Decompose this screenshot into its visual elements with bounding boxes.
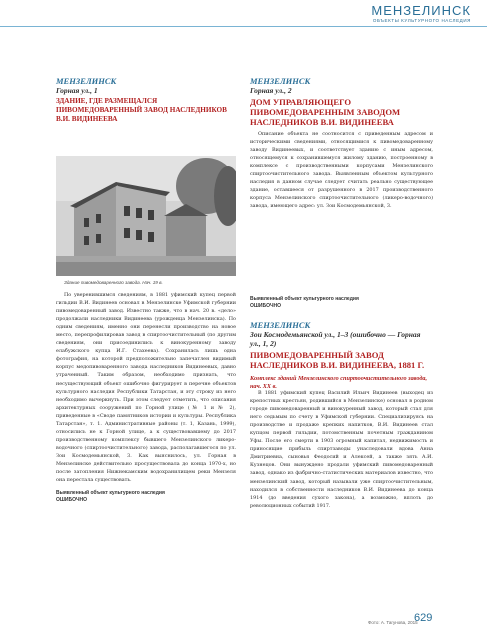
right-bottom-subtitle: Комплекс зданий Мензелинского спиртоочистительного завода, нач. XX в.	[250, 375, 428, 390]
right-top-status-note: Выявленный объект культурного наследия ОШИБОЧНО	[250, 296, 359, 309]
factory-photo-image	[56, 156, 236, 276]
photo-credit: Фото: А. Тагунова, 2015	[368, 620, 418, 625]
left-body	[56, 291, 236, 504]
left-address: Горная ул., 1	[56, 86, 98, 95]
right-bottom-body	[250, 389, 433, 510]
right-bottom-address: Зои Космодемьянской ул., 1–3 (ошибочно — Горная ул., 1, 2)	[250, 330, 421, 348]
running-header-subtitle: ОБЪЕКТЫ КУЛЬТУРНОГО НАСЛЕДИЯ	[372, 18, 471, 23]
right-top-body	[250, 130, 433, 210]
right-bottom-title: ПИВОМЕДОВАРЕННЫЙ ЗАВОД НАСЛЕДНИКОВ В.И. ВИДИНЕЕВА, 1881 Г.	[250, 350, 425, 370]
right-top-title: ДОМ УПРАВЛЯЮЩЕГО ПИВОМЕДОВАРЕННЫМ ЗАВОДОМ НАСЛЕДНИКОВ В.И. ВИДИНЕЕВА	[250, 97, 401, 127]
right-bottom-body-text: В 1881 уфимский купец Василий Ильич Видинеев (выходец из крепостных крестьян, родившийся в Мензелинске) основал в родном городе пивомедоваренный и винокуренный завод, который стал для него седьмым по счету в Уфимской губернии. Специализируясь на производстве и продаже крепких напитков, В.И. Видинеев стал купцом первой гильдии, потомственным почетным гражданином Уфы. После его смерти в 1903 огромный капитал, недвижимость и приносящие прибыль спиртзаводы унаследовали вдова Анна Дмитриевна, сыновья Феодосий и Алексей, а также зять А.И. Кузнецов. Они вынуждено продали уфимский пивомедоваренный завод, однако из фабрично-статистических материалов известно, что мензелинский завод, который называли уже спиртоочистительным, находился в собственности наследников В.И. Видинеева до конца 1914 (до введения сухого закона), а возможно, вплоть до революционных событий 1917.	[250, 390, 433, 509]
left-location: МЕНЗЕЛИНСК	[56, 76, 117, 86]
page-number: 629	[414, 612, 433, 624]
header-rule	[0, 26, 487, 27]
right-top-entry-heading	[250, 76, 433, 127]
left-body-text: По уверенившимся сведениям, в 1881 уфимский купец первой гильдии В.И. Видинеев основал в Мензелинске Уфимской губернии пивомедоваренный завод. Известно также, что в нач. 20 в. «дело» продолжали наследники Видинеева (урожденца Мензелинска). По одним сведениям, именно они перенесли производство на новое место, перепрофилировав завод в спиртоочистительный (по другим сведениям, они присоединились к винокуренному заводу елабужского купца И.Г. Стахеева). Сохранилась лишь одна фотография, на которой предположительно запечатлен видимый корпус медопивоваренного завода наследников Видинеевых, давно утраченный. Таким образом, необходимо признать, что несуществующий объект ошибочно фигурирует в перечне объектов культурного наследия Республики Татарстан, и эту строку из него необходимо вычеркнуть. При этом следует отметить, что описания архитектурных сооружений по Горной улице (№ 1 и № 2), приведенные в «Своде памятников истории и культуры. Республика Татарстан», т. 1. Административные районы (т. 1, Казань, 1999), относились не к Горной улице, а к существовавшему до 2017 производственному комплексу бывшего Мензелинского ликеро-водочного (спиртоочистительного) завода, располагавшегося по ул. Зои Космодемьянской, 3. Как выяснилось, ул. Горная в Мензелинске действительно просуществовала до конца 1970-х, но после затопления Нижнекамским водохранилищем реки Мензеля она перестала существовать.	[56, 292, 236, 484]
right-bottom-entry-heading	[250, 320, 433, 391]
right-top-location: МЕНЗЕЛИНСК	[250, 76, 311, 86]
right-bottom-location: МЕНЗЕЛИНСК	[250, 320, 311, 330]
running-header	[371, 4, 471, 24]
factory-photo	[56, 156, 236, 276]
left-title: ЗДАНИЕ, ГДЕ РАЗМЕЩАЛСЯ ПИВОМЕДОВАРЕННЫЙ ЗАВОД НАСЛЕДНИКОВ В.И. ВИДИНЕЕВА	[56, 97, 227, 123]
right-top-body-text: Описание объекта не соотносится с приведенным адресом и историческими сведениями, относящимися к пивомедоваренному заводу Видинеевых, и соответствует зданию с иным адресом, относящемуся к сохранившемуся жилому зданию, построенному в комплексе с производственными корпусами Мензелинского спиртоочистительного завода. Выявленным объектом культурного наследия в данном случае следует считать реально существующее здание, оставшееся от разрушенного в 2017 производственного корпуса Мензелинского спиртоочистительного (ликеро-водочного) завода, имеющего адрес: ул. Зои Космодемьянской, 3.	[250, 131, 433, 210]
photo-caption: Здание пивомедоваренного завода. Нач. 19 в.	[64, 280, 163, 285]
left-status-note: Выявленный объект культурного наследия ОШИБОЧНО	[56, 490, 165, 504]
left-entry-heading	[56, 76, 236, 124]
right-top-address: Горная ул., 2	[250, 86, 292, 95]
running-header-title: МЕНЗЕЛИНСК	[371, 3, 471, 18]
